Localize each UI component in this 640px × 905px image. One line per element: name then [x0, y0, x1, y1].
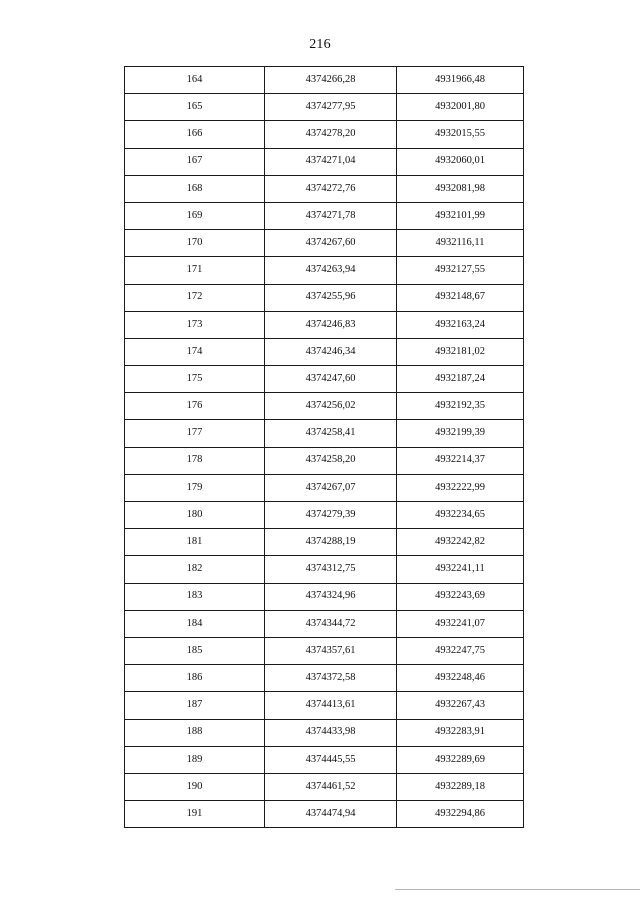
- x-coordinate-cell: 4374267,07: [265, 474, 397, 501]
- point-number-cell: 185: [125, 637, 265, 664]
- table-row: [125, 746, 524, 773]
- point-number-cell: 190: [125, 773, 265, 800]
- table-row: [125, 474, 524, 501]
- point-number-cell: 176: [125, 393, 265, 420]
- table-row: [125, 94, 524, 121]
- x-coordinate-cell: 4374256,02: [265, 393, 397, 420]
- x-coordinate-cell: 4374357,61: [265, 637, 397, 664]
- table-row: [125, 447, 524, 474]
- x-coordinate-cell: 4374474,94: [265, 801, 397, 828]
- point-number-cell: 182: [125, 556, 265, 583]
- y-coordinate-cell: 4932015,55: [397, 121, 524, 148]
- x-coordinate-cell: 4374271,78: [265, 202, 397, 229]
- y-coordinate-cell: 4932247,75: [397, 637, 524, 664]
- x-coordinate-cell: 4374445,55: [265, 746, 397, 773]
- y-coordinate-cell: 4932192,35: [397, 393, 524, 420]
- x-coordinate-cell: 4374255,96: [265, 284, 397, 311]
- y-coordinate-cell: 4932289,18: [397, 773, 524, 800]
- table-row: [125, 393, 524, 420]
- x-coordinate-cell: 4374288,19: [265, 529, 397, 556]
- y-coordinate-cell: 4932116,11: [397, 230, 524, 257]
- point-number-cell: 175: [125, 366, 265, 393]
- table-row: [125, 366, 524, 393]
- bottom-rule: [395, 889, 640, 890]
- y-coordinate-cell: 4932148,67: [397, 284, 524, 311]
- point-number-cell: 168: [125, 175, 265, 202]
- y-coordinate-cell: 4932187,24: [397, 366, 524, 393]
- y-coordinate-cell: 4932163,24: [397, 311, 524, 338]
- table-row: [125, 175, 524, 202]
- x-coordinate-cell: 4374247,60: [265, 366, 397, 393]
- table-row: [125, 692, 524, 719]
- table-row: [125, 801, 524, 828]
- y-coordinate-cell: 4932001,80: [397, 94, 524, 121]
- y-coordinate-cell: 4932248,46: [397, 665, 524, 692]
- x-coordinate-cell: 4374413,61: [265, 692, 397, 719]
- table-row: [125, 637, 524, 664]
- x-coordinate-cell: 4374461,52: [265, 773, 397, 800]
- point-number-cell: 173: [125, 311, 265, 338]
- table-row: [125, 583, 524, 610]
- table-row: [125, 556, 524, 583]
- point-number-cell: 184: [125, 610, 265, 637]
- y-coordinate-cell: 4932242,82: [397, 529, 524, 556]
- point-number-cell: 169: [125, 202, 265, 229]
- point-number-cell: 180: [125, 502, 265, 529]
- table-row: [125, 529, 524, 556]
- y-coordinate-cell: 4932243,69: [397, 583, 524, 610]
- point-number-cell: 181: [125, 529, 265, 556]
- y-coordinate-cell: 4932289,69: [397, 746, 524, 773]
- table-row: [125, 338, 524, 365]
- coordinates-table-body: [125, 67, 524, 828]
- y-coordinate-cell: 4932214,37: [397, 447, 524, 474]
- point-number-cell: 189: [125, 746, 265, 773]
- x-coordinate-cell: 4374266,28: [265, 67, 397, 94]
- point-number-cell: 171: [125, 257, 265, 284]
- y-coordinate-cell: 4932081,98: [397, 175, 524, 202]
- y-coordinate-cell: 4932234,65: [397, 502, 524, 529]
- x-coordinate-cell: 4374344,72: [265, 610, 397, 637]
- table-row: [125, 719, 524, 746]
- table-row: [125, 121, 524, 148]
- table-row: [125, 610, 524, 637]
- y-coordinate-cell: 4932199,39: [397, 420, 524, 447]
- page-number: 216: [309, 37, 331, 52]
- point-number-cell: 187: [125, 692, 265, 719]
- point-number-cell: 188: [125, 719, 265, 746]
- table-row: [125, 202, 524, 229]
- point-number-cell: 172: [125, 284, 265, 311]
- point-number-cell: 178: [125, 447, 265, 474]
- table-row: [125, 311, 524, 338]
- x-coordinate-cell: 4374272,76: [265, 175, 397, 202]
- y-coordinate-cell: 4932267,43: [397, 692, 524, 719]
- y-coordinate-cell: 4932181,02: [397, 338, 524, 365]
- point-number-cell: 191: [125, 801, 265, 828]
- x-coordinate-cell: 4374279,39: [265, 502, 397, 529]
- y-coordinate-cell: 4932241,11: [397, 556, 524, 583]
- point-number-cell: 170: [125, 230, 265, 257]
- y-coordinate-cell: 4932241,07: [397, 610, 524, 637]
- x-coordinate-cell: 4374271,04: [265, 148, 397, 175]
- point-number-cell: 177: [125, 420, 265, 447]
- x-coordinate-cell: 4374278,20: [265, 121, 397, 148]
- table-row: [125, 773, 524, 800]
- x-coordinate-cell: 4374372,58: [265, 665, 397, 692]
- x-coordinate-cell: 4374258,41: [265, 420, 397, 447]
- coordinates-table: [124, 66, 524, 828]
- point-number-cell: 186: [125, 665, 265, 692]
- x-coordinate-cell: 4374267,60: [265, 230, 397, 257]
- table-row: [125, 148, 524, 175]
- y-coordinate-cell: 4932294,86: [397, 801, 524, 828]
- point-number-cell: 164: [125, 67, 265, 94]
- x-coordinate-cell: 4374246,83: [265, 311, 397, 338]
- x-coordinate-cell: 4374433,98: [265, 719, 397, 746]
- x-coordinate-cell: 4374277,95: [265, 94, 397, 121]
- y-coordinate-cell: 4931966,48: [397, 67, 524, 94]
- point-number-cell: 179: [125, 474, 265, 501]
- x-coordinate-cell: 4374324,96: [265, 583, 397, 610]
- table-row: [125, 67, 524, 94]
- y-coordinate-cell: 4932101,99: [397, 202, 524, 229]
- point-number-cell: 166: [125, 121, 265, 148]
- table-row: [125, 665, 524, 692]
- y-coordinate-cell: 4932222,99: [397, 474, 524, 501]
- table-row: [125, 284, 524, 311]
- y-coordinate-cell: 4932283,91: [397, 719, 524, 746]
- table-row: [125, 420, 524, 447]
- x-coordinate-cell: 4374246,34: [265, 338, 397, 365]
- point-number-cell: 174: [125, 338, 265, 365]
- x-coordinate-cell: 4374263,94: [265, 257, 397, 284]
- y-coordinate-cell: 4932127,55: [397, 257, 524, 284]
- table-row: [125, 257, 524, 284]
- table-row: [125, 230, 524, 257]
- point-number-cell: 165: [125, 94, 265, 121]
- x-coordinate-cell: 4374258,20: [265, 447, 397, 474]
- y-coordinate-cell: 4932060,01: [397, 148, 524, 175]
- x-coordinate-cell: 4374312,75: [265, 556, 397, 583]
- point-number-cell: 183: [125, 583, 265, 610]
- table-row: [125, 502, 524, 529]
- point-number-cell: 167: [125, 148, 265, 175]
